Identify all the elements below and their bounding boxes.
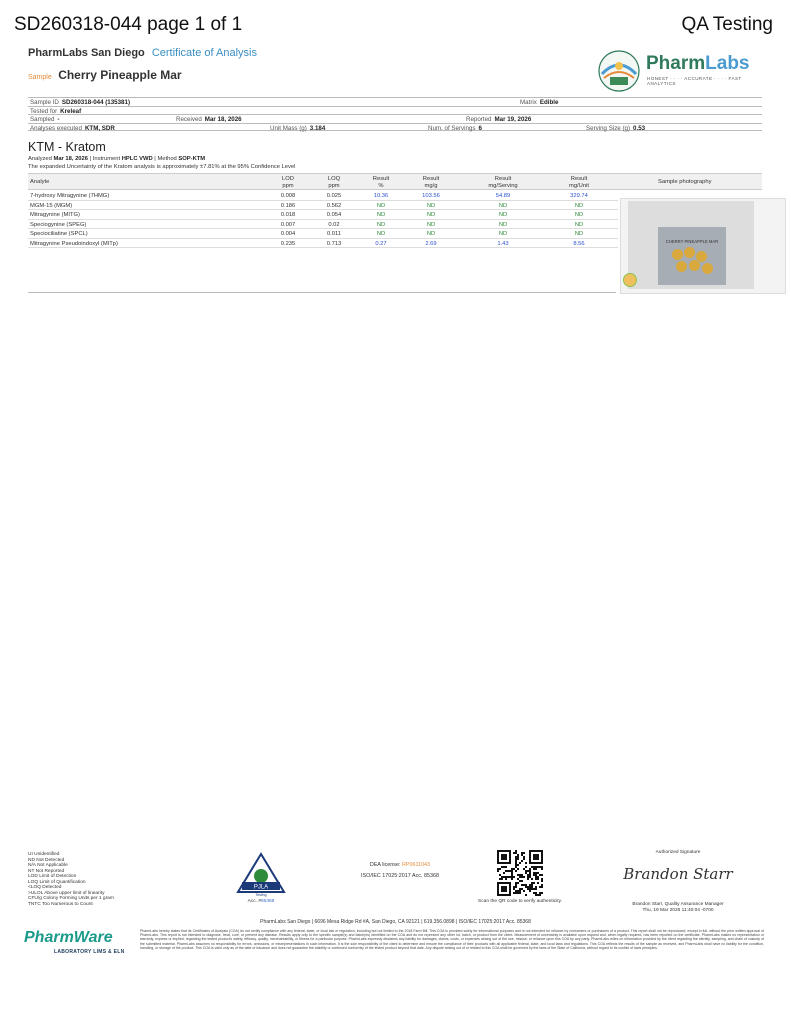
signature-script: Brandon Starr: [623, 865, 733, 883]
cell-pct: 0.27: [375, 240, 387, 247]
cell-mgu: 329.74: [570, 193, 588, 199]
gummy-image: [676, 261, 687, 272]
qr-caption: Scan the QR code to verify authenticity.: [478, 899, 562, 904]
cell-pct: ND: [376, 221, 386, 228]
gummy-image: [689, 260, 700, 271]
header-analyte: Analyte: [30, 179, 50, 185]
abbreviation-legend: [28, 852, 114, 907]
pjla-acc-number: Acc. #85368: [247, 899, 275, 904]
cell-analyte: 7-hydroxy Mitragynine (7HMG): [30, 193, 110, 199]
info-row: Tested for Kreleaf: [28, 106, 762, 115]
legend-item: UI Unidentified: [28, 852, 60, 857]
serving-size-value: 0.53: [633, 124, 646, 132]
pharmlabs-emblem-icon: [596, 44, 642, 94]
cell-loq: 0.562: [326, 202, 342, 209]
results-table: [28, 173, 762, 294]
verification-qr-code[interactable]: [497, 850, 543, 896]
info-row: Analyses executed KTM, SDR Unit Mass (g) 3.184 Num. of Servings 6 Serving Size (g) 0.53: [28, 123, 762, 132]
lab-address: PharmLabs San Diego | 6696 Mesa Ridge Rd #A, San Diego, CA 92121 | 619.356.0898 | ISO/IEC 17025:2017 Acc. 85368: [260, 919, 531, 925]
received-value: Mar 18, 2026: [204, 116, 242, 123]
table-row: [28, 191, 618, 201]
gummy-image: [702, 263, 713, 274]
gummy-image: [684, 247, 695, 258]
cell-lod: 0.186: [280, 202, 296, 209]
legend-item: LOD Limit of Detection: [28, 874, 77, 879]
legend-item: LOQ Limit of Quantification: [28, 879, 86, 885]
header-sample-photography: Sample photography: [658, 179, 712, 185]
matrix-value: Edible: [539, 99, 559, 106]
cell-loq: 0.02: [328, 221, 340, 228]
cell-pct: ND: [376, 231, 386, 237]
legend-item: NT Not Reported: [28, 868, 65, 874]
table-row: [28, 239, 618, 249]
results-header: [28, 173, 762, 190]
sample-photo-box: [620, 198, 786, 294]
header-result-mg-serving: Result mg/Serving: [488, 176, 518, 189]
svg-text:Testing: Testing: [255, 893, 267, 897]
page-header: [14, 14, 773, 40]
cell-mgg: ND: [426, 202, 436, 209]
dea-number: RP0611043: [401, 862, 431, 868]
cell-loq: 0.713: [326, 240, 342, 247]
cell-mgg: 2.69: [425, 240, 437, 247]
cell-analyte: Mitragynine Pseudoindoxyl (MITp): [30, 240, 118, 247]
cell-mgs: ND: [498, 231, 508, 237]
lab-name: PharmLabs San Diego: [28, 47, 145, 59]
coa-label: Certificate of Analysis: [151, 47, 257, 59]
cell-lod: 0.018: [280, 212, 296, 218]
cell-pct: ND: [376, 202, 386, 209]
gummy-image: [672, 249, 683, 260]
authorized-signature: [608, 850, 748, 916]
cell-analyte: Speciogynine (SPEG): [30, 221, 87, 228]
cell-lod: 0.004: [280, 231, 296, 237]
legal-disclaimer: PharmLabs hereby states that its Certificates of Analysis (COA) do not certify compliance with any federal, state, or local law or regulation, including but not limited to the 2018 Farm Bill. This COA is provided solely for informational purposes and is not intended for reliance by consumers or purchasers of a product. This report shall not be reproduced, except in full, without the prior written approval of PharmLabs. This report is not intended to diagnose, treat, cure, or prevent any disease. Results apply only to the specific sample(s) and batch(es) identified on the COA and do not represent any other lot, batch, or product from the client. Measurement of uncertainty is available upon request and, when legally required, has been reported on the certificate. PharmLabs makes no representation or warranty, express or implied, regarding the tested product's safety, efficacy, quality, merchantability, or fitness for a particular purpose. PharmLabs expressly disclaims any liability for damages, claims, costs, or expenses arising out of the use, misuse, or reliance upon this COA by any party. PharmLabs relies on information provided by the client regarding the identity, sampling, and chain of custody of the submitted material. PharmLabs assumes no responsibility for errors, omissions, or misrepresentations in such information. It is the sole responsibility of the client to determine and ensure the compliance of their products with all applicable federal, state, and local laws and regulations. This COA reflects the results of the sample as received, and PharmLabs shall have no liability for the condition, handling, or storage of the product. This COA is valid only as of the date of issuance and does not guarantee the stability or continued conformity of the tested product beyond that date. Any dispute arising out of or related to this COA shall be governed by the laws of the State of California, without regard to its conflict of laws principles.: [140, 929, 764, 950]
cell-lod: 0.008: [280, 193, 296, 199]
cell-mgu: ND: [574, 221, 584, 228]
legend-item: N/A Not Applicable: [28, 863, 68, 868]
analyses-value: KTM, SDR: [84, 124, 115, 132]
header-result-pct: Result %: [372, 176, 390, 189]
header-result-mg-unit: Result mg/Unit: [569, 176, 589, 189]
signature-date: Thu, 19 Mar 2026 11:40:04 -0700: [642, 908, 714, 913]
cell-mgs: ND: [498, 212, 508, 218]
cell-analyte: Speciociliatine (SPCL): [30, 231, 88, 237]
cell-mgs: ND: [498, 221, 508, 228]
cell-lod: 0.235: [280, 240, 296, 247]
legend-item: <LOQ Detected: [28, 885, 62, 890]
table-row: [28, 229, 618, 239]
sample-info-table: [28, 97, 762, 131]
results-bottom-rule: [28, 292, 616, 293]
cell-analyte: Mitragynine (MITG): [30, 212, 80, 218]
cell-loq: 0.025: [326, 193, 342, 199]
signer-name-title: Brandon Starr, Quality Assurance Manager: [632, 902, 724, 907]
section-title: KTM - Kratom: [28, 140, 106, 154]
dea-license-block: DEA license: RP0611043 ISO/IEC 17025:2017 Acc. 85368: [340, 860, 460, 882]
pharmlabs-badge-icon: [623, 273, 637, 287]
cell-mgs: 54.89: [495, 193, 511, 199]
pharmware-subtitle: LABORATORY LIMS & ELN: [54, 949, 125, 955]
cell-mgu: 8.56: [573, 240, 585, 247]
svg-text:PJLA: PJLA: [253, 884, 269, 891]
header-loq: LOQ ppm: [327, 176, 341, 189]
table-row: [28, 201, 618, 211]
table-row: [28, 210, 618, 220]
product-bag-image: [658, 227, 726, 285]
cell-mgg: ND: [426, 221, 436, 228]
cell-loq: 0.011: [326, 231, 342, 237]
table-row: [28, 220, 618, 230]
legend-item: CFU/g Colony Forming Units per 1 gram: [28, 896, 114, 901]
document-id: SD260318-044 page 1 of 1: [14, 14, 243, 35]
sample-name: Cherry Pineapple Mar: [58, 68, 182, 82]
lab-line: [28, 47, 257, 59]
cell-mgg: 103.56: [422, 193, 440, 199]
cell-mgu: ND: [574, 202, 584, 209]
cell-lod: 0.007: [280, 221, 296, 228]
pharmlabs-logo: [596, 44, 766, 94]
sample-tag: Sample: [28, 74, 52, 81]
servings-value: 6: [478, 124, 482, 132]
pharmware-text: PharmWare: [24, 929, 113, 946]
logo-tagline: HONEST · · · · ACCURATE · · · · FAST ANALYTICS: [647, 76, 742, 86]
cell-mgg: ND: [426, 231, 436, 237]
legend-item: ND Not Detected: [28, 857, 65, 863]
signature-label: Authorized Signature: [655, 850, 701, 855]
sample-line: [28, 66, 182, 84]
qa-testing-label: QA Testing: [681, 14, 773, 35]
cell-analyte: MGM-15 (MGM): [30, 202, 73, 209]
bag-label: CHERRY PINEAPPLE MAR: [665, 239, 719, 244]
info-row: Sample ID SD260318-044 (135381) Matrix Edible: [28, 97, 762, 106]
header-lod: LOD ppm: [282, 176, 294, 189]
tested-for-value: Kreleaf: [60, 107, 82, 115]
cell-mgg: ND: [426, 212, 436, 218]
legend-item: >ULOL Above upper limit of linearity: [28, 890, 105, 896]
logo-text: PharmLabs: [646, 53, 750, 74]
cell-mgu: ND: [574, 231, 584, 237]
cell-loq: 0.054: [326, 212, 342, 218]
cell-mgs: 1.43: [497, 240, 509, 247]
info-row: Sampled - Received Mar 18, 2026 Reported Mar 19, 2026: [28, 114, 762, 123]
sample-photo: [628, 201, 754, 289]
pjla-accreditation: [236, 852, 286, 908]
pjla-logo-icon: [236, 852, 286, 898]
cell-pct: 10.36: [373, 193, 389, 199]
uncertainty-note: The expanded Uncertainty of the Kratom analysis is approximately ±7.81% at the 95% Confidence Level: [28, 164, 296, 170]
qr-code-icon[interactable]: [497, 850, 543, 896]
unit-mass-value: 3.184: [309, 124, 326, 132]
legend-item: TNTC Too Numerous to Count: [28, 901, 93, 907]
cell-mgu: ND: [574, 212, 584, 218]
reported-value: Mar 19, 2026: [494, 116, 532, 123]
analysis-details: Analyzed Mar 18, 2026 | Instrument HPLC VWD | Method SOP-KTM: [28, 156, 206, 162]
pharmware-logo: [24, 929, 124, 959]
cell-mgs: ND: [498, 202, 508, 209]
sampled-value: -: [57, 116, 60, 123]
iso-accreditation: ISO/IEC 17025:2017 Acc. 85368: [361, 873, 439, 879]
header-result-mgg: Result mg/g: [422, 176, 440, 189]
cell-pct: ND: [376, 212, 386, 218]
sample-id-value: SD260318-044 (135381): [61, 99, 131, 106]
